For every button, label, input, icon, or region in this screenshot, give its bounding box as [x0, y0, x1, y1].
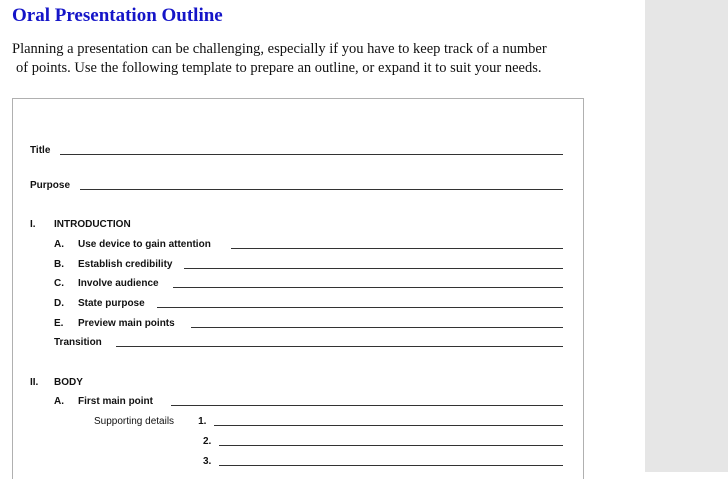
item-line[interactable]: [171, 404, 563, 406]
section-body-heading: [30, 377, 83, 388]
purpose-line[interactable]: [80, 188, 563, 190]
detail-line[interactable]: [219, 464, 563, 466]
supporting-details-label: Supporting details: [94, 416, 175, 427]
transition-row: [54, 337, 563, 348]
item-line[interactable]: [173, 286, 563, 288]
supporting-detail-3: [203, 456, 563, 467]
item-marker: A.: [54, 396, 64, 407]
section-introduction-heading: [30, 219, 131, 230]
item-label: Involve audience: [78, 278, 159, 289]
side-panel: [645, 0, 728, 472]
intro-item-b: [54, 259, 563, 270]
item-line[interactable]: [184, 267, 563, 269]
detail-number: 3.: [203, 456, 212, 467]
item-label: Use device to gain attention: [78, 239, 211, 250]
item-marker: B.: [54, 259, 64, 270]
item-label: First main point: [78, 396, 153, 407]
intro-item-c: [54, 278, 563, 289]
outline-form: [12, 98, 584, 479]
body-item-a: [54, 396, 563, 407]
item-line[interactable]: [191, 326, 563, 328]
detail-line[interactable]: [214, 424, 563, 426]
title-row: [30, 145, 563, 156]
item-marker: C.: [54, 278, 64, 289]
item-label: Establish credibility: [78, 259, 173, 270]
title-label: Title: [30, 145, 51, 156]
section-1-marker: I.: [30, 219, 36, 230]
section-1-heading: INTRODUCTION: [54, 219, 131, 230]
purpose-label: Purpose: [30, 180, 71, 191]
item-label: State purpose: [78, 298, 145, 309]
section-2-marker: II.: [30, 377, 39, 388]
transition-label: Transition: [54, 337, 102, 348]
detail-number: 1.: [198, 416, 207, 427]
intro-item-d: [54, 298, 563, 309]
item-line[interactable]: [231, 247, 563, 249]
detail-line[interactable]: [219, 444, 563, 446]
intro-item-a: [54, 239, 563, 250]
item-label: Preview main points: [78, 318, 175, 329]
intro-line-1: Planning a presentation can be challenging, especially if you have to keep track of a number: [12, 41, 547, 57]
intro-line-2: of points. Use the following template to prepare an outline, or expand it to suit your needs.: [16, 60, 542, 76]
intro-paragraph: [12, 40, 612, 78]
page-title: Oral Presentation Outline: [12, 5, 223, 26]
section-2-heading: BODY: [54, 377, 83, 388]
purpose-row: [30, 180, 563, 191]
title-line[interactable]: [60, 153, 563, 155]
item-line[interactable]: [157, 306, 563, 308]
detail-number: 2.: [203, 436, 212, 447]
transition-line[interactable]: [116, 345, 563, 347]
item-marker: A.: [54, 239, 64, 250]
intro-item-e: [54, 318, 563, 329]
item-marker: D.: [54, 298, 64, 309]
supporting-detail-1: [94, 416, 563, 427]
supporting-detail-2: [203, 436, 563, 447]
item-marker: E.: [54, 318, 64, 329]
